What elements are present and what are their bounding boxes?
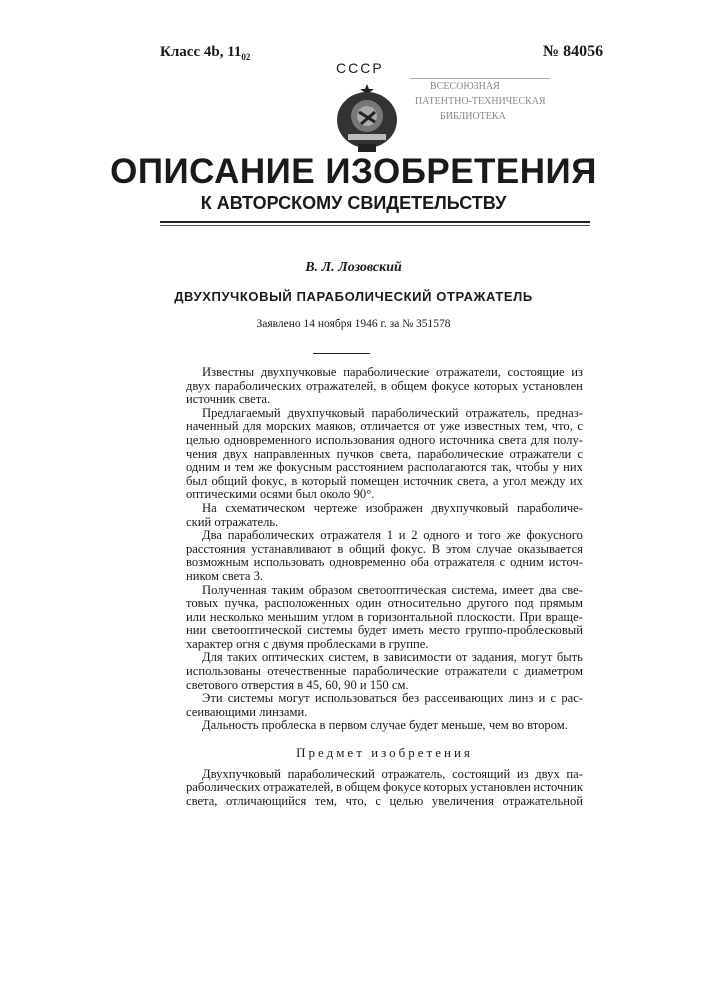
word: чения (186, 448, 217, 462)
text-line (186, 393, 583, 407)
text-line (186, 706, 583, 720)
word: параболиче- (517, 502, 583, 516)
word: быть (557, 651, 583, 665)
word: источ- (549, 556, 583, 570)
word: задания, (472, 651, 517, 665)
word: так, (491, 461, 512, 475)
word: у (553, 461, 559, 475)
word: источник (403, 475, 453, 489)
word: Двухпучковый (202, 768, 281, 782)
document-title: ОПИСАНИЕ ИЗОБРЕТЕНИЯ (0, 152, 707, 192)
word: Два (202, 529, 222, 543)
word: полу- (553, 434, 583, 448)
text-line (186, 529, 583, 543)
word: На (202, 502, 217, 516)
word: другого (467, 597, 508, 611)
word: чертеже (314, 502, 357, 516)
word: параболические (353, 665, 439, 679)
line-text: источник света. (186, 393, 270, 407)
line-text: сеивающими линзами. (186, 706, 307, 720)
word: от (456, 651, 468, 665)
word: образом (309, 584, 353, 598)
word: света (498, 434, 526, 448)
word: с (500, 556, 506, 570)
paragraph (186, 584, 583, 652)
word: использоваться (315, 692, 397, 706)
word: меньшим (268, 611, 318, 625)
word: отражателей, (263, 781, 334, 795)
word: двух (535, 768, 560, 782)
word: отражателя (434, 556, 495, 570)
text-line (186, 366, 583, 380)
text-line (186, 638, 583, 652)
word: с (513, 665, 519, 679)
word: фокусе (431, 380, 469, 394)
word: установлен (470, 781, 531, 795)
text-line (186, 475, 583, 489)
text-line (186, 584, 583, 598)
word: тем, (315, 795, 337, 809)
class-subscript: 02 (241, 52, 250, 62)
paragraph (186, 529, 583, 583)
word: оказывается (518, 543, 583, 557)
text-line (186, 516, 583, 530)
word: чтобы (516, 461, 549, 475)
word: от (424, 420, 436, 434)
filing-date: Заявлено 14 ноября 1946 г. за № 351578 (0, 318, 707, 330)
word: иметь (392, 624, 424, 638)
word: или (186, 611, 206, 625)
word: морских (266, 420, 311, 434)
line-text: ский отражатель. (186, 516, 278, 530)
word: и (466, 529, 473, 543)
word: товых (186, 597, 218, 611)
word: несколько (210, 611, 264, 625)
word: параболические (417, 448, 503, 462)
word: отличающийся (226, 795, 306, 809)
word: отражатели, (436, 366, 501, 380)
text-line (186, 692, 583, 706)
text-line (186, 488, 583, 502)
word: в (373, 651, 379, 665)
word: расположенных (265, 597, 350, 611)
word: рассеивающих (424, 692, 503, 706)
word: состоящий (452, 768, 510, 782)
word: без (402, 692, 419, 706)
word: возможным (186, 556, 249, 570)
word: отличается (360, 420, 419, 434)
text-line (186, 611, 583, 625)
word: что, (346, 795, 367, 809)
text-line (186, 407, 583, 421)
word: помещен (351, 475, 399, 489)
word: отражатель, (382, 768, 446, 782)
class-text: Класс 4b, 11 (160, 44, 241, 60)
word: света, (457, 475, 488, 489)
word: пучка, (224, 597, 258, 611)
word: диаметром (525, 665, 583, 679)
text-line (186, 781, 583, 795)
word: двухпучковый (432, 502, 509, 516)
patent-number: № 84056 (543, 43, 603, 61)
word: систем, (329, 651, 369, 665)
text-line (186, 502, 583, 516)
word: состоящие (508, 366, 565, 380)
word: из (571, 366, 583, 380)
library-stamp (410, 78, 550, 128)
word: угол (503, 475, 527, 489)
class-label (160, 44, 250, 62)
word: которых (474, 380, 518, 394)
stamp-line: БИБЛИОТЕКА (410, 109, 550, 124)
word: источника (439, 434, 494, 448)
word: Предлагаемый (202, 407, 281, 421)
word: из (517, 768, 529, 782)
word: что, (552, 420, 573, 434)
word: будет (358, 624, 387, 638)
word: света, (186, 795, 217, 809)
word: таких (227, 651, 257, 665)
paragraph (186, 651, 583, 692)
paragraph (186, 407, 583, 502)
word: отражатели (445, 665, 507, 679)
word: них (563, 461, 583, 475)
word: их (570, 475, 583, 489)
word: фокусе (383, 781, 421, 795)
word: па- (566, 768, 583, 782)
word: случае (476, 543, 512, 557)
word: углом (322, 611, 353, 625)
word: того (478, 529, 501, 543)
word: Известны (202, 366, 254, 380)
word: использованы (186, 665, 261, 679)
word: известных (464, 420, 520, 434)
word: двух (186, 380, 211, 394)
word: общем (391, 380, 427, 394)
word: целью (186, 434, 220, 448)
word: система, (452, 584, 498, 598)
word: горизонтальной (368, 611, 453, 625)
word: могут (278, 692, 309, 706)
word: светооптической (212, 624, 302, 638)
word: одним (186, 461, 220, 475)
word: между (531, 475, 566, 489)
word: параболический (371, 407, 458, 421)
word: для (243, 420, 262, 434)
word: этом (446, 543, 471, 557)
word: Полученная (202, 584, 267, 598)
word: Для (202, 651, 223, 665)
word: фокусного (526, 529, 582, 543)
word: и (539, 692, 546, 706)
word: пучков (337, 448, 374, 462)
text-line (186, 448, 583, 462)
paragraph (186, 719, 583, 733)
word: отражатель, (466, 407, 530, 421)
word: тем (235, 461, 254, 475)
word: два (539, 584, 557, 598)
word: в (336, 781, 342, 795)
text-line (186, 570, 583, 584)
word: и (224, 461, 231, 475)
text-line (186, 380, 583, 394)
stamp-line: ВСЕСОЮЗНАЯ (410, 78, 550, 94)
word: одновременно (329, 556, 406, 570)
word: наченный (186, 420, 238, 434)
line-text: оптическими осями был около 90°. (186, 488, 374, 502)
word: и (399, 529, 406, 543)
text-line (186, 665, 583, 679)
word: нии (186, 624, 206, 638)
text-line (186, 556, 583, 570)
word: располагаются (408, 461, 487, 475)
text-line (186, 795, 583, 809)
word: с (375, 795, 381, 809)
word: отражательной (502, 795, 583, 809)
line-text: Дальность проблеска в первом случае будет меньше, чем во втором. (202, 719, 568, 733)
word: отражатели (510, 448, 572, 462)
text-line (186, 651, 583, 665)
country-label: СССР (336, 60, 384, 76)
word: предназ- (537, 407, 583, 421)
word: прямым (540, 597, 583, 611)
word: установлен (522, 380, 583, 394)
word: оптических (262, 651, 324, 665)
paragraph (186, 366, 583, 407)
ussr-emblem-icon (334, 82, 400, 159)
word: одновременного (224, 434, 312, 448)
word: с (577, 448, 583, 462)
word: отражателей, (306, 380, 377, 394)
word: фокус, (252, 475, 287, 489)
document-body (186, 366, 583, 808)
word: в (291, 475, 297, 489)
claim (186, 768, 583, 809)
word: системы (307, 624, 352, 638)
word: линз (509, 692, 534, 706)
word: оба (411, 556, 429, 570)
word: таким (272, 584, 304, 598)
word: параболических (228, 529, 315, 543)
word: общий (349, 543, 385, 557)
word: уже (440, 420, 460, 434)
line-text: характер огня с двумя проблесками в группе. (186, 638, 428, 652)
word: использования (316, 434, 395, 448)
word: был (186, 475, 207, 489)
word: двух (223, 448, 248, 462)
paragraph (186, 692, 583, 719)
word: параболический (288, 768, 375, 782)
word: который (302, 475, 347, 489)
word: параболические (343, 366, 429, 380)
word: в (357, 611, 363, 625)
paragraph (186, 502, 583, 529)
word: 2 (411, 529, 417, 543)
word: схематическом (225, 502, 305, 516)
word: которых (423, 781, 467, 795)
word: в (337, 543, 343, 557)
word: под (514, 597, 533, 611)
word: маяков, (316, 420, 356, 434)
text-line (186, 679, 583, 693)
word: один (356, 597, 382, 611)
word: а (493, 475, 499, 489)
word: для (531, 434, 550, 448)
word: одного (423, 529, 460, 543)
author: В. Л. Лозовский (0, 260, 707, 276)
word: могут (521, 651, 552, 665)
word: рас- (561, 692, 583, 706)
text-line (186, 420, 583, 434)
word: же (507, 529, 521, 543)
word: отечественные (267, 665, 346, 679)
text-line (186, 543, 583, 557)
word: расстоянием (336, 461, 403, 475)
word: зависимости (383, 651, 451, 665)
word: враще- (546, 611, 583, 625)
word: место (429, 624, 460, 638)
word: с (577, 420, 583, 434)
word: системы (228, 692, 273, 706)
line-text: светового отверстия в 45, 60, 90 и 150 см. (186, 679, 409, 693)
word: двухпучковый (288, 407, 365, 421)
text-line (186, 624, 583, 638)
text-line (186, 719, 583, 733)
word: увеличения (432, 795, 494, 809)
word: света, (380, 448, 411, 462)
word: 1 (387, 529, 393, 543)
word: источник (533, 781, 583, 795)
word: в (381, 380, 387, 394)
word: с (551, 692, 557, 706)
word: све- (562, 584, 583, 598)
word: же (258, 461, 272, 475)
word: При (519, 611, 541, 625)
word: фокус. (391, 543, 426, 557)
word: отражателя (320, 529, 381, 543)
description (186, 366, 583, 733)
word: фокусным (276, 461, 331, 475)
invention-title: ДВУХПУЧКОВЫЙ ПАРАБОЛИЧЕСКИЙ ОТРАЖАТЕЛЬ (0, 289, 707, 304)
word: общем (344, 781, 380, 795)
word: имеет (502, 584, 533, 598)
word: двухпучковые (261, 366, 337, 380)
word: использовать (254, 556, 325, 570)
text-line (186, 461, 583, 475)
word: светооптическая (357, 584, 446, 598)
stamp-line: ПАТЕНТНО-ТЕХНИЧЕСКАЯ (410, 94, 550, 109)
word: плоскости. (457, 611, 515, 625)
word: относительно (388, 597, 461, 611)
word: раболических (186, 781, 260, 795)
word: устанавливают (251, 543, 331, 557)
word: Эти (202, 692, 223, 706)
word: изображен (366, 502, 423, 516)
word: одним (510, 556, 544, 570)
text-line (186, 597, 583, 611)
word: одного (399, 434, 436, 448)
text-line (186, 434, 583, 448)
divider (160, 221, 590, 223)
section-title: Предмет изобретения (186, 746, 583, 760)
word: направленных (254, 448, 331, 462)
word: тем, (525, 420, 547, 434)
text-line (186, 768, 583, 782)
word: целью (390, 795, 424, 809)
word: группо-проблесковый (465, 624, 583, 638)
word: общий (211, 475, 247, 489)
word: параболических (215, 380, 302, 394)
word: расстояния (186, 543, 246, 557)
divider (160, 225, 590, 226)
divider (313, 353, 370, 354)
line-text: ником света 3. (186, 570, 263, 584)
word: В (432, 543, 440, 557)
document-subtitle: К АВТОРСКОМУ СВИДЕТЕЛЬСТВУ (0, 193, 707, 214)
